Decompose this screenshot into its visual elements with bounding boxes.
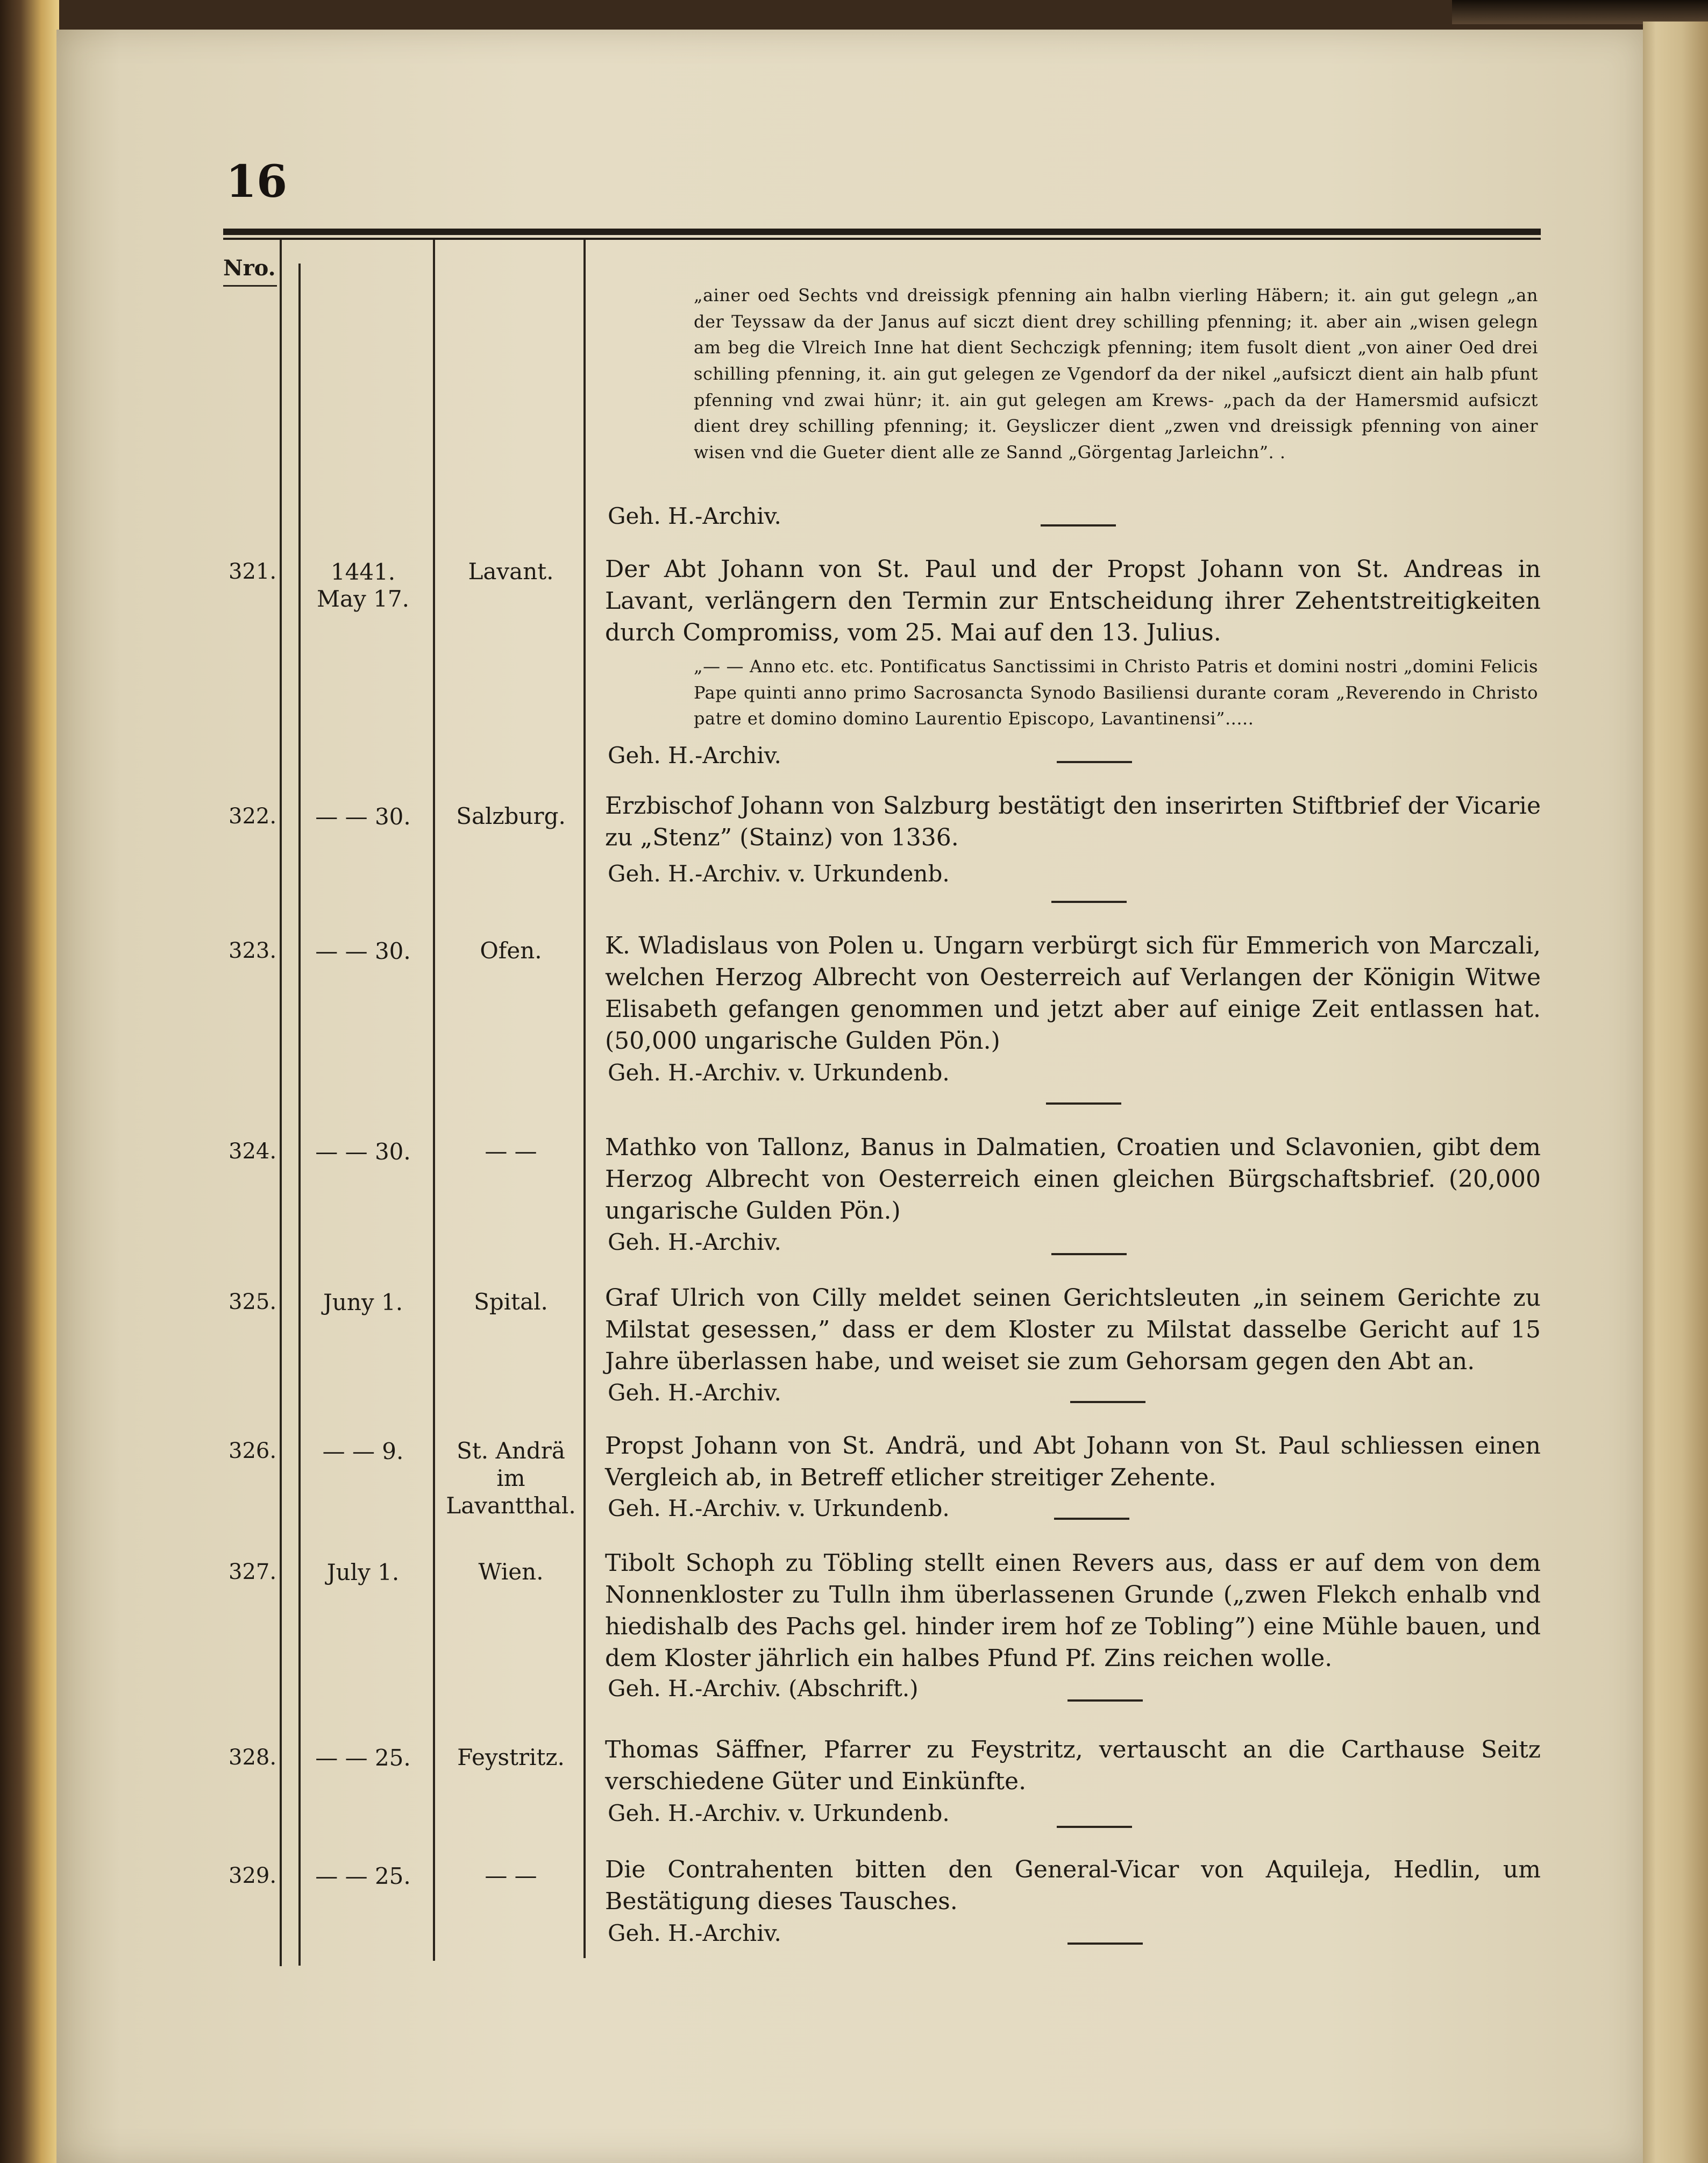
entry-text: Thomas Säffner, Pfarrer zu Feystritz, vertauscht an die Carthause Seitz verschiedene Güter und Einkünfte.	[605, 1736, 1541, 1795]
entry-number: 326.	[229, 1439, 277, 1463]
entry-date: — — 30.	[315, 938, 411, 964]
book-edge-top-right	[1452, 0, 1708, 24]
book-spine-left	[0, 0, 59, 2163]
entry-text: Die Contrahenten bitten den General-Vicar von Aquileja, Hedlin, um Bestätigung dieses Tausches.	[605, 1856, 1541, 1915]
column-divider	[298, 264, 301, 1966]
entry-place-line2: im	[496, 1465, 525, 1491]
entry-place: — —	[485, 1862, 537, 1889]
entry-source: Geh. H.-Archiv.	[608, 742, 781, 769]
source-dash	[1054, 1518, 1129, 1520]
book-edge-right	[1643, 22, 1708, 2163]
column-divider	[280, 240, 282, 1966]
source-dash	[1057, 761, 1132, 763]
entry-source: Geh. H.-Archiv.	[608, 1229, 781, 1255]
entry-number: 325.	[229, 1290, 277, 1314]
entry-source: Geh. H.-Archiv.	[608, 1920, 781, 1946]
entry-date: 1441.	[330, 559, 396, 585]
entry-source: Geh. H.-Archiv. v. Urkundenb.	[608, 1495, 950, 1521]
entry-date: — — 25.	[315, 1863, 411, 1889]
continuation-quote: „ainer oed Sechts vnd dreissigk pfenning ain halbn vierling Häbern; it. ain gut gelegn „an der Teyssaw da der Janus auf siczt dient drey schilling pfenning; it. aber ain „wisen gelegn am beg die Vlreich Inne hat dient Sechczigk pfenning; item fusolt dient „von ainer Oed drei schilling pfenning, it. ain gut gelegen ze Vgendorf da der nikel „aufsiczt dient ain halb pfunt pfenning vnd zwai hünr; it. ain gut gelegen am Krews- „pach da der Hamersmid aufsiczt dient drey schilling pfenning; it. Geysliczer dient „zwen vnd dreissigk pfenning von ainer wisen vnd die Gueter dient alle ze Sannd „Görgentag Jarleichn”. .	[694, 285, 1538, 463]
source-dash	[1068, 1943, 1143, 1945]
entry-place: Feystritz.	[457, 1744, 565, 1770]
header-rule-thick	[223, 229, 1541, 235]
entry-place: Wien.	[478, 1559, 544, 1585]
entry-source: Geh. H.-Archiv. (Abschrift.)	[608, 1675, 919, 1702]
source-dash	[1041, 524, 1116, 526]
entry-place: Salzburg.	[456, 803, 566, 829]
entry-date: — — 9.	[322, 1438, 404, 1464]
entry-place-line3: Lavantthal.	[446, 1492, 576, 1519]
entry-place: Ofen.	[480, 937, 542, 964]
entry-number: 328.	[229, 1745, 277, 1770]
entry-text: Der Abt Johann von St. Paul und der Propst Johann von St. Andreas in Lavant, verlängern den Termin zur Entscheidung ihrer Zehentstreitigkeiten durch Compromiss, vom 25. Mai auf den 13. Julius.	[605, 556, 1541, 646]
entry-text: Propst Johann von St. Andrä, und Abt Johann von St. Paul schliessen einen Vergleich ab, in Betreff etlicher streitiger Zehente.	[605, 1432, 1541, 1491]
source-dash	[1051, 901, 1127, 903]
column-divider	[433, 240, 435, 1961]
entry-date: — — 25.	[315, 1745, 411, 1771]
entry-text: Tibolt Schoph zu Töbling stellt einen Revers aus, dass er auf dem von dem Nonnenkloster zu Tulln ihm überlassenen Grunde („zwen Flekch enhalb vnd hiedishalb des Pachs gel. hinder irem hof ze Tobling”) eine Mühle bauen, und dem Kloster jährlich ein halbes Pfund Pf. Zins reichen wolle.	[605, 1549, 1541, 1672]
source-dash	[1070, 1401, 1145, 1403]
entry-date-line2: May 17.	[317, 586, 409, 612]
page-number: 16	[226, 156, 288, 208]
entry-number: 323.	[229, 938, 277, 963]
continuation-source: Geh. H.-Archiv.	[608, 503, 781, 529]
source-dash	[1046, 1102, 1121, 1105]
entry-date: — — 30.	[315, 803, 411, 830]
entry-place: Lavant.	[468, 558, 554, 585]
entry-text: Graf Ulrich von Cilly meldet seinen Gerichtsleuten „in seinem Gerichte zu Milstat gesessen,” dass er dem Kloster zu Milstat dasselbe Gericht auf 15 Jahre überlassen habe, und weiset sie zum Gehorsam gegen den Abt an.	[605, 1284, 1541, 1375]
entry-source: Geh. H.-Archiv. v. Urkundenb.	[608, 1059, 950, 1086]
entry-place: St. Andrä	[457, 1438, 565, 1464]
entry-number: 327.	[229, 1560, 277, 1584]
entry-number: 329.	[229, 1863, 277, 1888]
entry-text: K. Wladislaus von Polen u. Ungarn verbürgt sich für Emmerich von Marczali, welchen Herzog Albrecht von Oesterreich auf Verlangen der Königin Witwe Elisabeth gefangen genommen und jetzt aber auf einige Zeit entlassen hat. (50,000 ungarische Gulden Pön.)	[605, 932, 1541, 1055]
entry-source: Geh. H.-Archiv.	[608, 1379, 781, 1406]
entry-source: Geh. H.-Archiv. v. Urkundenb.	[608, 860, 950, 887]
entry-place: — —	[485, 1138, 537, 1164]
column-divider	[583, 240, 586, 1958]
entry-date: — — 30.	[315, 1139, 411, 1165]
entry-place: Spital.	[474, 1289, 548, 1315]
entry-text: Mathko von Tallonz, Banus in Dalmatien, Croatien und Sclavonien, gibt dem Herzog Albrecht von Oesterreich einen gleichen Bürgschaftsbrief. (20,000 ungarische Gulden Pön.)	[605, 1134, 1541, 1225]
column-header-nro: Nro.	[223, 255, 276, 281]
entry-number: 324.	[229, 1139, 277, 1164]
entry-number: 321.	[229, 559, 277, 584]
source-dash	[1057, 1826, 1132, 1828]
entry-date: Juny 1.	[323, 1289, 403, 1315]
entry-source: Geh. H.-Archiv. v. Urkundenb.	[608, 1800, 950, 1826]
entry-text: Erzbischof Johann von Salzburg bestätigt den inserirten Stiftbrief der Vicarie zu „Stenz” (Stainz) von 1336.	[605, 792, 1541, 851]
entry-date: July 1.	[326, 1559, 400, 1585]
header-rule-thin	[223, 238, 1541, 240]
column-header-rule	[223, 285, 277, 287]
entry-quote: „— — Anno etc. etc. Pontificatus Sanctissimi in Christo Patris et domini nostri „domini Felicis Pape quinti anno primo Sacrosancta Synodo Basiliensi durante coram „Reverendo in Christo patre et domino domino Laurentio Episcopo, Lavantinensi”.....	[694, 656, 1538, 729]
entry-number: 322.	[229, 804, 277, 829]
source-dash	[1068, 1699, 1143, 1702]
source-dash	[1051, 1253, 1127, 1255]
